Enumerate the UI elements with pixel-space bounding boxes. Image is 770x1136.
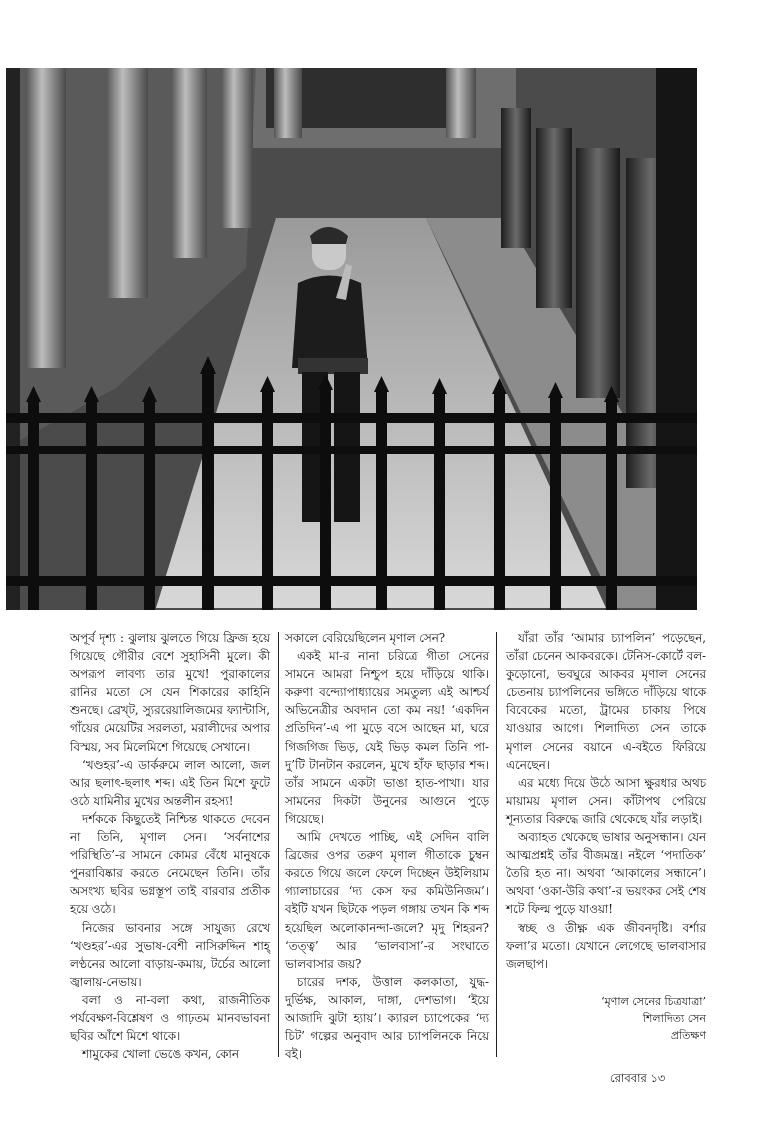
column-divider xyxy=(496,632,497,1057)
paragraph: বলা ও না-বলা কথা, রাজনীতিক পর্যবেক্ষণ-বিশ্লেষণ ও গাঢ়তম মানবভাবনা ছবির আঁশে মিশে থাকে। xyxy=(70,992,270,1044)
man-behind-iron-gate-photo xyxy=(6,68,697,610)
film-still-photo xyxy=(6,68,697,610)
paragraph: একই মা-র নানা চরিত্রে গীতা সেনের সামনে আমরা নিশ্চুপ হয়ে দাঁড়িয়ে থাকি। করুণা বন্দ্যোপাধ্যায়ের সমতুল্য এই আশ্চর্য অভিনেত্রীর অবদান তো কম নয়! ‘একদিন প্রতিদিন’-এ পা মুড়ে বসে আছেন মা, ঘরে গিজগিজ ভিড়, যেই ভিড় কমল তিনি পা-দু’টি টানটান করলেন, মুখে হাঁফ ছাড়ার শব্দ। তাঁর সামনে একটা ভাঙা হাত-পাখা। যার সামনের দিকটা উনুনের আগুনে পুড়ে গিয়েছে। xyxy=(285,649,489,826)
paragraph: স্বচ্ছ ও তীক্ষ্ণ এক জীবনদৃষ্টি। বর্শার ফলা’র মতো। যেখানে লেগেছে ভালবাসার জলছাপ। xyxy=(506,920,706,971)
book-title: ‘মৃণাল সেনের চিত্রযাত্রা’ xyxy=(601,994,706,1008)
paragraph: চারের দশক, উত্তাল কলকাতা, যুদ্ধ-দুর্ভিক্ষ, আকাল, দাঙ্গা, দেশভাগ। ‘ইয়ে আজাদি ঝুটা হ্যায়’। ক্যারল চ্যাপেকের ‘দ্য চিট’ গল্পের অনুবাদ আর চ্যাপলিনকে নিয়ে বই। xyxy=(285,974,489,1062)
book-credit xyxy=(506,993,706,1044)
paragraph: দর্শককে কিছুতেই নিশ্চিন্ত থাকতে দেবেন না তিনি, মৃণাল সেন। ‘সর্বনাশের পরিস্থিতি’-র সামনে কোমর বেঁধে মানুষকে পুনরাবিষ্কার করতে নেমেছেন তিনি। তাঁর অসংখ্য ছবির ভগ্নস্তূপ তাই বারবার প্রতীক হয়ে ওঠে। xyxy=(70,811,270,917)
paragraph: সকালে বেরিয়েছিলেন মৃণাল সেন? xyxy=(285,631,446,645)
paragraph: যাঁরা তাঁর ‘আমার চ্যাপলিন’ পড়েছেন, তাঁরা চেনেন আকবরকে। টেনিস-কোর্টে বল-কুড়োনো, ভবঘুরে আকবর মৃণাল সেনের চেতনায় চ্যাপলিনের ভঙ্গিতে দাঁড়িয়ে থাকে বিবেকের মতো, ট্রামের চাকায় পিষে যাওয়ার আগে। শিলাদিত্য সেন তাকে মৃণাল সেনের বয়ানে এ-বইতে ফিরিয়ে এনেছেন। xyxy=(506,631,706,772)
article-column-3 xyxy=(506,629,706,1044)
book-author: শিলাদিত্য সেন xyxy=(642,1011,706,1025)
paragraph: অব্যাহত থেকেছে ভাষার অনুসন্ধান। যেন আত্মপ্রশ্নই তাঁর বীজমন্ত্র। নইলে ‘পদাতিক’ তৈরি হত না। অথবা ‘আকালের সন্ধানে’। অথবা ‘ওকা-উরি কথা’-র ভয়ংকর সেই শেষ শটে ফিল্ম পুড়ে যাওয়া! xyxy=(506,830,706,917)
paragraph: ‘খণ্ডহর’-এ ডার্করুমে লাল আলো, জল আর ছলাৎ-ছলাৎ শব্দ। এই তিন মিশে ফুটে ওঠে যামিনীর মুখের অন্তলীন রহস্য! xyxy=(70,757,270,808)
book-publisher: প্রতিক্ষণ xyxy=(670,1028,706,1042)
paragraph: শামুকের খোলা ভেঙে কখন, কোন xyxy=(82,1047,239,1062)
page-folio: রোববার ১৩ xyxy=(610,1071,666,1085)
article-column-1 xyxy=(70,629,270,1063)
paragraph: আমি দেখতে পাচ্ছি, এই সেদিন বালি ব্রিজের ওপর তরুণ মৃণাল গীতাকে চুম্বন করতে গিয়ে জলে ফেলে দিচ্ছেন উইলিয়াম গ্যালাচারের ‘দ্য কেস ফর কমিউনিজম’। বইটি যখন ছিটকে পড়ল গঙ্গায় তখন কি শব্দ হয়েছিল অলোকানন্দা-জলে? মৃদু শিহরন? ‘তত্ত্ব’ আর ‘ভালবাসা’-র সংঘাতে ভালবাসার জয়? xyxy=(285,830,489,971)
paragraph: অপূর্ব দৃশ্য : ঝুলায় ঝুলতে গিয়ে ফ্রিজ হয়ে গিয়েছে গৌরীর বেশে সুহাসিনী মুলে। কী অপরূপ লাবণ্য তার মুখে! পুরাকালের রানির মতো সে যেন শিকারের কাহিনি শুনছে। ব্রেখ্‌ট, স্যুররেয়ালিজমের ফ্যান্টাসি, গাঁয়ের মেয়েটির সরলতা, মরালীদের অপার বিস্ময়, সব মিলেমিশে গিয়েছে সেখানে। xyxy=(70,631,270,754)
article-column-2 xyxy=(285,629,489,1063)
paragraph: নিজের ভাবনার সঙ্গে সাযুজ্য রেখে ‘খণ্ডহর’-এর সুভাষ-বেশী নাসিরুদ্দিন শাহ্ লণ্ঠনের আলো বাড়ায়-কমায়, টর্চের আলো জ্বালায়-নেভায়। xyxy=(70,920,270,989)
paragraph: এর মধ্যে দিয়ে উঠে আসা ক্ষুরধার অথচ মায়াময় মৃণাল সেন। কাঁটাপথ পেরিয়ে শূন্যতার বিরুদ্ধে জারি থেকেছে যাঁর লড়াই। xyxy=(506,775,706,826)
column-divider xyxy=(278,632,279,1057)
